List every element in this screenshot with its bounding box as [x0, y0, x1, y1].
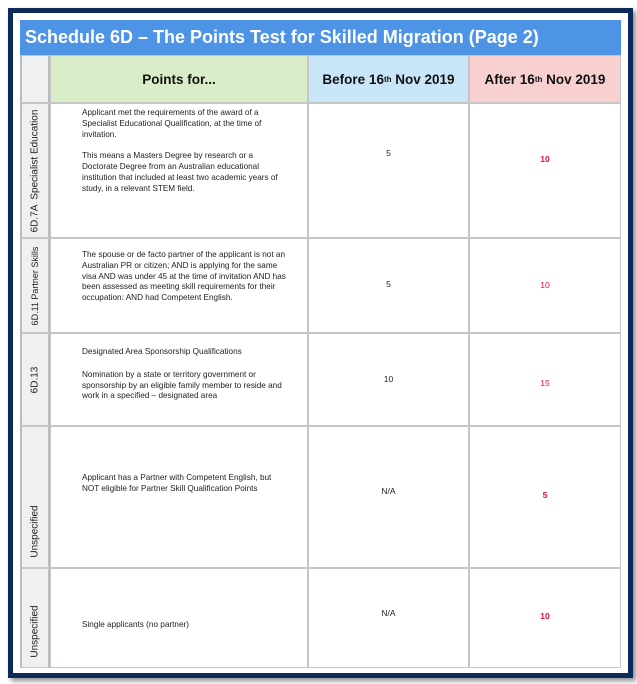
header-before: [308, 55, 469, 103]
row-description-para1: Applicant has a Partner with Competent English, but NOT eligible for Partner Skill Qualification Points: [82, 473, 272, 493]
before-value: 5: [386, 279, 391, 289]
row-description: [50, 103, 308, 238]
row-description-para1: Applicant met the requirements of the award of a Specialist Educational Qualification, at the time of invitation.: [82, 108, 262, 139]
section-label-unspecified: Unspecified: [29, 605, 41, 658]
header-before-sup: th: [383, 74, 392, 84]
row-description-para2: This means a Masters Degree by research or a Doctorate Degree from an Australian educational institution that included at least two academic years of study, in a relevant STEM field.: [82, 151, 278, 193]
row-after-points: [469, 426, 621, 568]
after-value: 10: [540, 280, 550, 290]
row-description: [50, 568, 308, 668]
section-label-6d-11: 6D.11 Partner Skills: [30, 246, 40, 325]
row-description-para1: The spouse or de facto partner of the applicant is not an Australian PR or citizen; AND is applying for the same visa AND was under 45 at the time of invitation AND has been assessed as meeting skill requirements for their occupation: AND had Competent English.: [82, 250, 286, 303]
row-before-points: [308, 426, 469, 568]
row-section-label: [20, 103, 50, 238]
after-value: 15: [540, 378, 550, 388]
before-value: 10: [383, 374, 394, 384]
row-after-points: [469, 333, 621, 426]
section-label-6d-7a: 6D.7A Specialist Education: [29, 109, 41, 232]
header-after: [469, 55, 621, 103]
section-label-unspecified: Unspecified: [29, 505, 41, 558]
row-description-para1: Single applicants (no partner): [82, 620, 189, 629]
row-section-label: [20, 333, 50, 426]
after-value: 10: [540, 611, 550, 621]
page-title: Schedule 6D – The Points Test for Skilled Migration (Page 2): [20, 20, 621, 55]
row-description-para1: Designated Area Sponsorship Qualifications: [82, 347, 242, 356]
row-after-points: [469, 568, 621, 668]
row-before-points: [308, 238, 469, 333]
header-before-prefix: Before 16: [322, 71, 384, 87]
before-value: N/A: [381, 486, 396, 496]
header-after-sup: th: [534, 74, 543, 84]
row-section-label: [20, 568, 50, 668]
row-description-para2: Nomination by a state or territory government or sponsorship by an eligible family member to reside and work in a specified – designated area: [82, 369, 282, 401]
before-value: N/A: [381, 608, 396, 618]
header-side-spacer: [20, 55, 50, 103]
header-after-prefix: After 16: [484, 71, 535, 87]
header-points-for-label: Points for...: [142, 71, 216, 87]
row-after-points: [469, 103, 621, 238]
before-value: 5: [386, 148, 391, 158]
after-value: 5: [542, 490, 548, 500]
row-description: [50, 333, 308, 426]
row-section-label: [20, 238, 50, 333]
row-description: [50, 238, 308, 333]
row-after-points: [469, 238, 621, 333]
header-points-for: [50, 55, 308, 103]
schedule-frame: [8, 8, 633, 678]
row-before-points: [308, 568, 469, 668]
row-description: [50, 426, 308, 568]
after-value: 10: [540, 154, 550, 164]
section-label-6d-13: 6D.13: [29, 366, 41, 393]
header-before-suffix: Nov 2019: [391, 71, 455, 87]
header-after-suffix: Nov 2019: [542, 71, 606, 87]
row-before-points: [308, 333, 469, 426]
row-section-label: [20, 426, 50, 568]
row-before-points: [308, 103, 469, 238]
